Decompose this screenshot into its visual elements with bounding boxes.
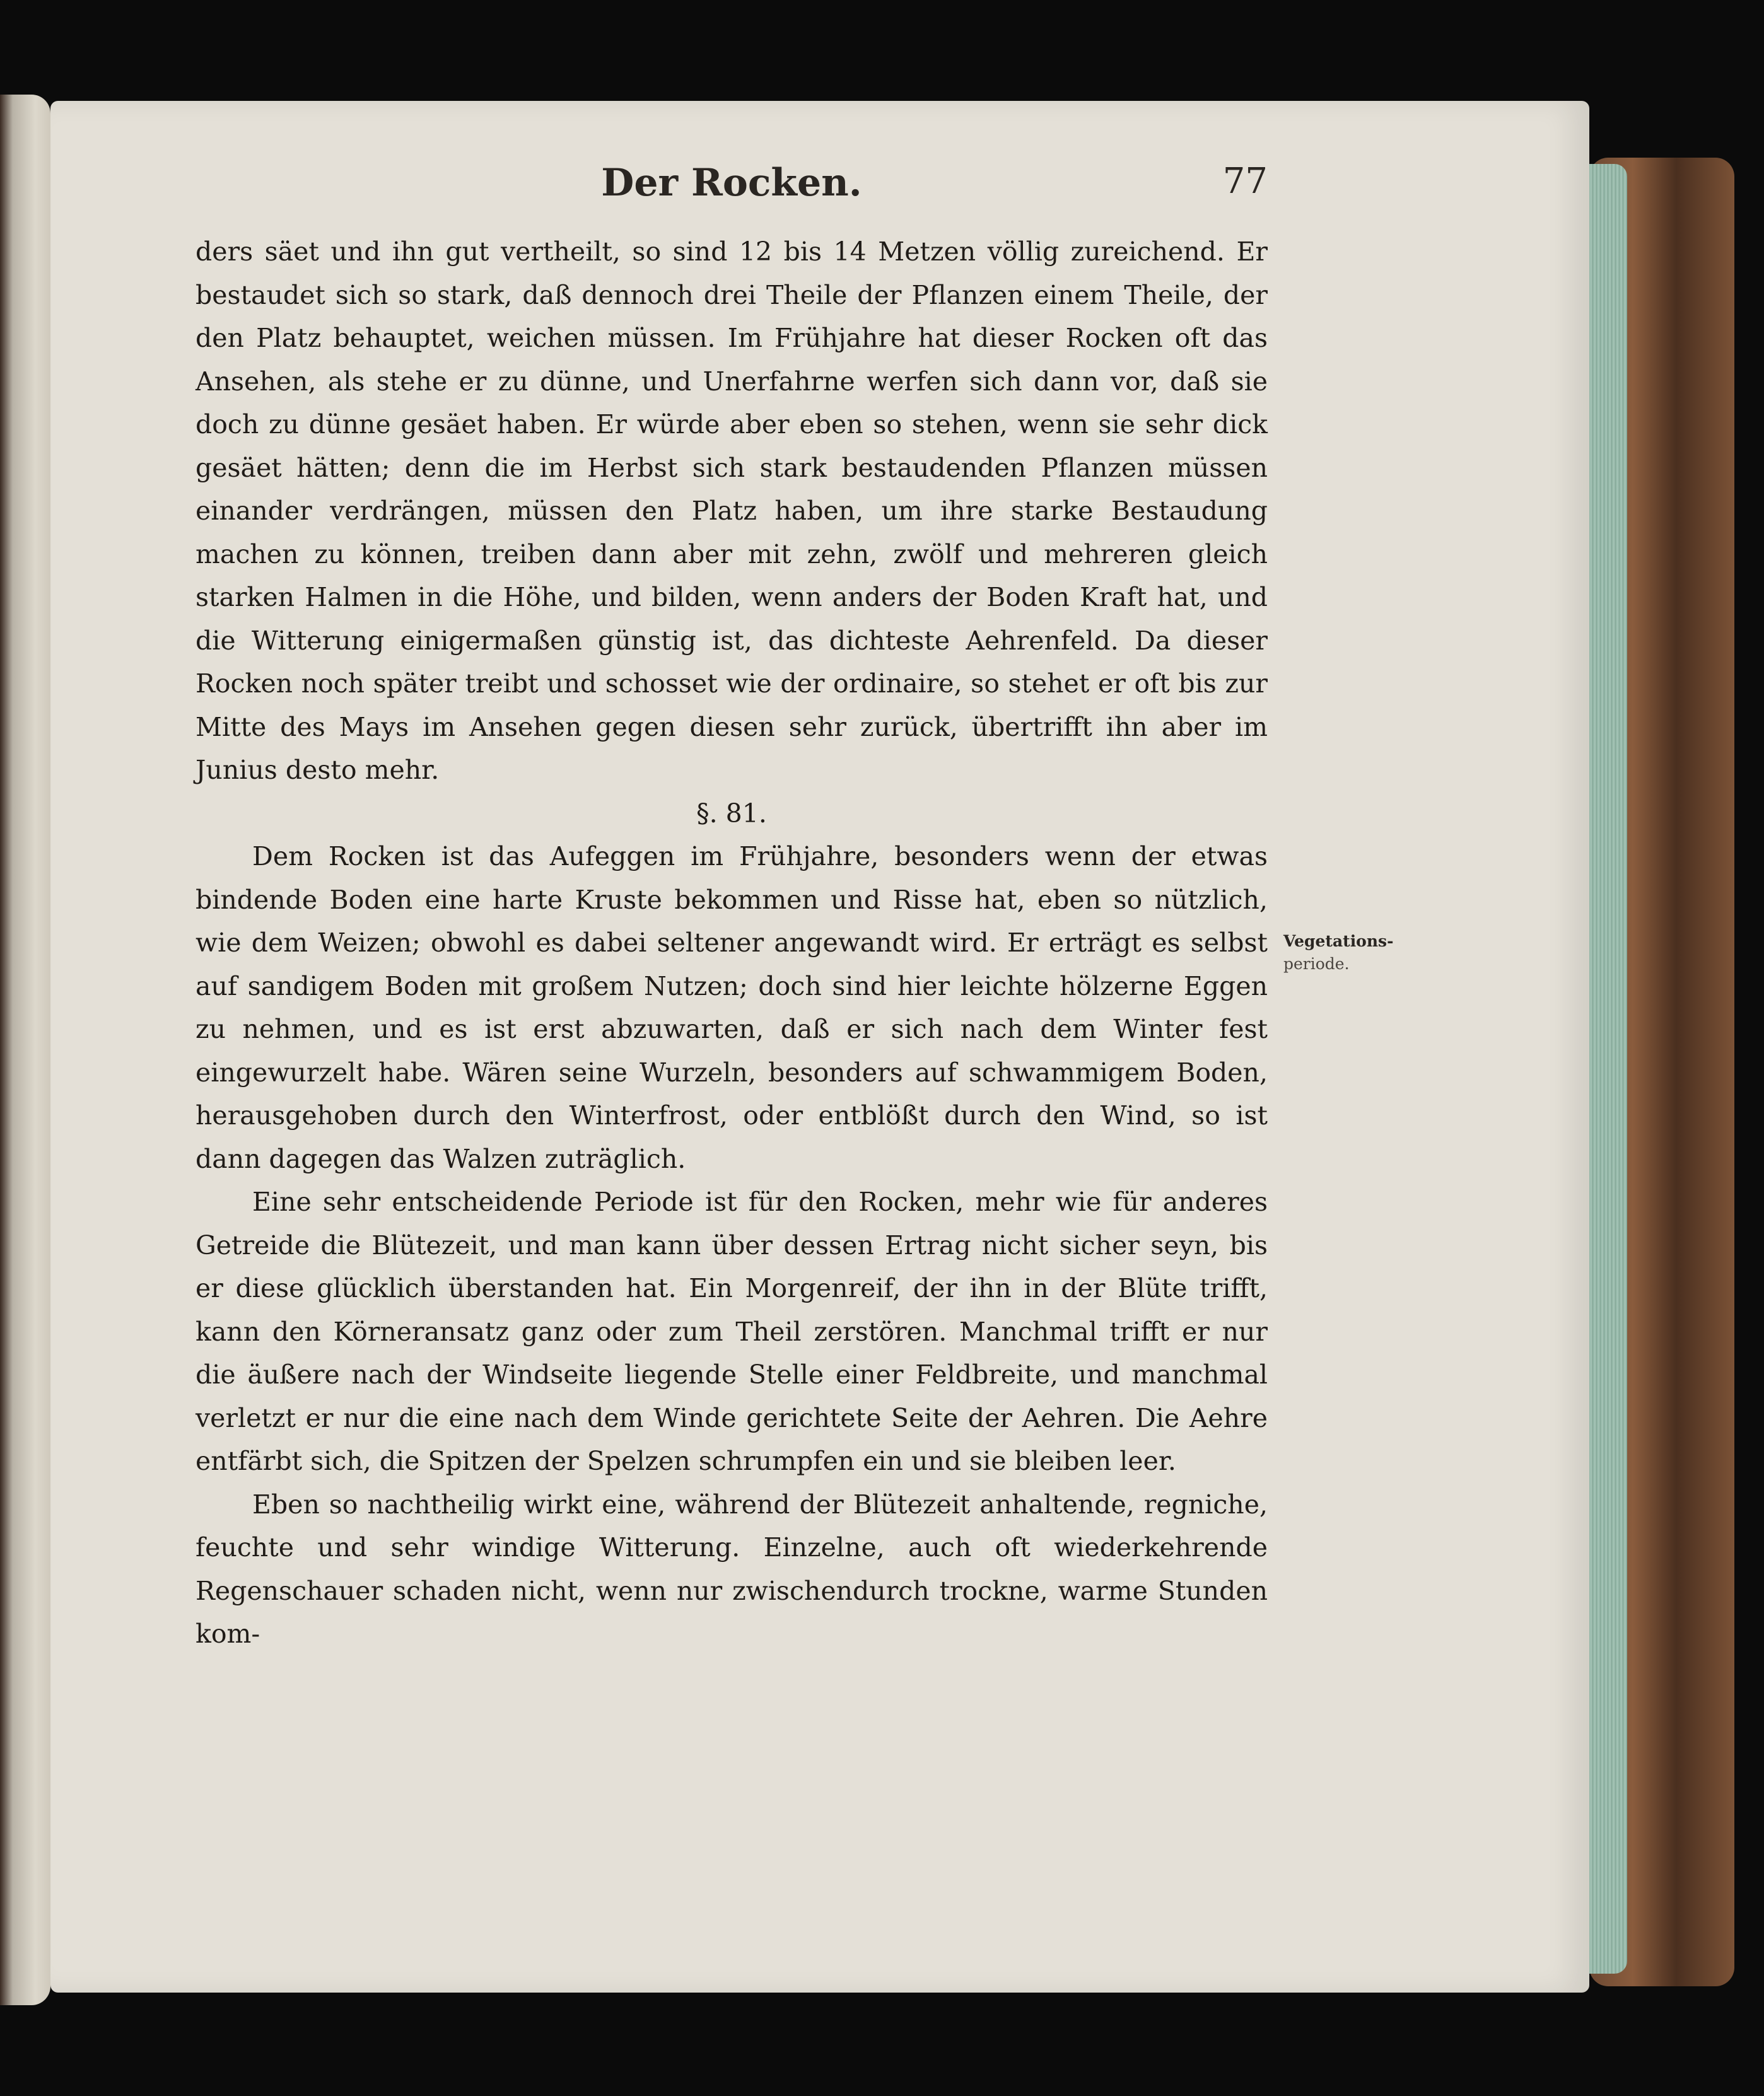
- margin-note-line-1: Vegetations-: [1283, 932, 1394, 950]
- paragraph-1: ders säet und ihn gut vertheilt, so sind 12 bis 14 Metzen völlig zureichend. Er bestaudet sich so stark, daß dennoch drei Theile der Pflanzen einem Theile, der den Platz behauptet, weichen müssen. Im Frühjahre hat dieser Rocken oft das Ansehen, als stehe er zu dünne, und Unerfahrne werfen sich dann vor, daß sie doch zu dünne gesäet haben. Er würde aber eben so stehen, wenn sie sehr dick gesäet hätten; denn die im Herbst sich stark bestaudenden Pflanzen müssen einander verdrängen, müssen den Platz haben, um ihre starke Bestaudung machen zu können, treiben dann aber mit zehn, zwölf und mehreren gleich starken Halmen in die Höhe, und bilden, wenn anders der Boden Kraft hat, und die Witterung einigermaßen günstig ist, das dichteste Aehrenfeld. Da dieser Rocken noch später treibt und schosset wie der ordinaire, so stehet er oft bis zur Mitte des Mays im Ansehen gegen diesen sehr zurück, übertrifft ihn aber im Junius desto mehr.: [196, 236, 1268, 785]
- page-number: 77: [1222, 161, 1268, 202]
- paragraph-4: Eben so nachtheilig wirkt eine, während der Blütezeit anhaltende, regniche, feuchte und sehr windige Witterung. Einzelne, auch oft wiederkehrende Regenschauer schaden nicht, wenn nur zwischendurch trockne, warme Stunden kom-: [196, 1489, 1268, 1649]
- section-heading: §. 81.: [696, 798, 767, 829]
- body-text: [196, 230, 1268, 1656]
- margin-note-line-2: periode.: [1283, 955, 1350, 973]
- running-title: Der Rocken.: [601, 161, 862, 205]
- paragraph-2: Dem Rocken ist das Aufeggen im Frühjahre, besonders wenn der etwas bindende Boden eine harte Kruste bekommen und Risse hat, eben so nützlich, wie dem Weizen; obwohl es dabei seltener angewandt wird. Er erträgt es selbst auf sandigem Boden mit großem Nutzen; doch sind hier leichte hölzerne Eggen zu nehmen, und es ist erst abzuwarten, daß er sich nach dem Winter fest eingewurzelt habe. Wären seine Wurzeln, besonders auf schwammigem Boden, herausgehoben durch den Winterfrost, oder entblößt durch den Wind, so ist dann dagegen das Walzen zuträglich.: [196, 841, 1268, 1174]
- paragraph-3: Eine sehr entscheidende Periode ist für den Rocken, mehr wie für anderes Getreide die Blütezeit, und man kann über dessen Ertrag nicht sicher seyn, bis er diese glücklich überstanden hat. Ein Morgenreif, der ihn in der Blüte trifft, kann den Körneransatz ganz oder zum Theil zerstören. Manchmal trifft er nur die äußere nach der Windseite liegende Stelle einer Feldbreite, und manchmal verletzt er nur die eine nach dem Winde gerichtete Seite der Aehren. Die Aehre entfärbt sich, die Spitzen der Spelzen schrumpfen ein und sie bleiben leer.: [196, 1187, 1268, 1476]
- margin-note: [1283, 930, 1410, 975]
- facing-page-edge: [0, 95, 50, 2005]
- page-header: [196, 161, 1268, 211]
